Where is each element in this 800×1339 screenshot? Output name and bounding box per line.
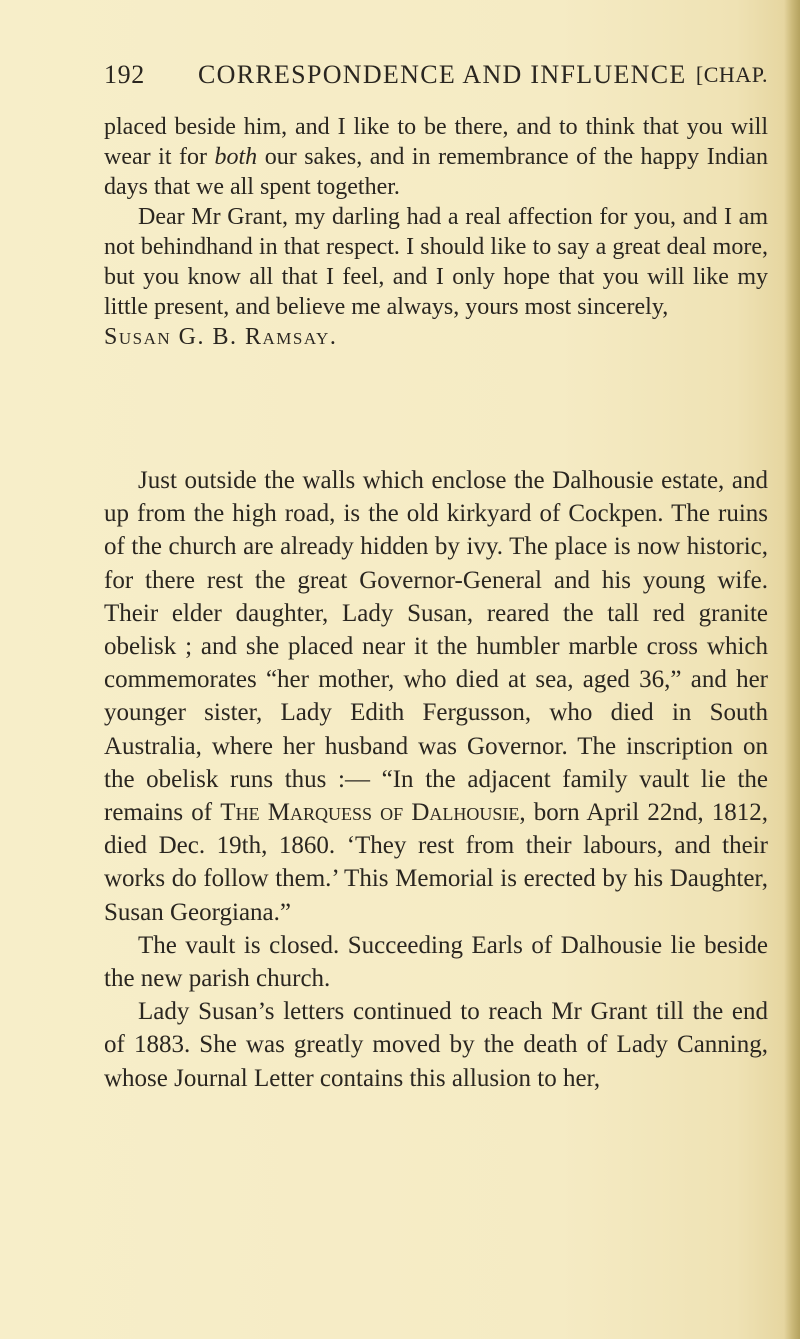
running-title: CORRESPONDENCE AND INFLUENCE (198, 60, 687, 89)
letter-p1-before: placed beside him, and I like to be there, and to think that you will wear it for (104, 114, 768, 170)
running-head (104, 60, 768, 100)
narrative-paragraph-1 (104, 464, 768, 929)
letter-excerpt (104, 112, 768, 352)
letter-signature: Susan G. B. Ramsay. (104, 324, 338, 350)
narrative-p1-part1: Just outside the walls which enclose the Dalhousie estate, and up from the high road, is the old kirkyard of Cockpen. The ruins of the church are already hidden by ivy. The place is now historic, for there rest the great Governor-General and his young wife. Their elder daughter, Lady Susan, reared the tall red granite obelisk ; and she placed near it the humbler marble cross which commemorates “her mother, who died at sea, aged 36,” and her younger sister, Lady Edith Fergusson, who died in South Australia, where her husband was Governor. The inscription on the obelisk runs thus :— “In the adjacent family vault lie the remains of (104, 467, 768, 827)
page-number: 192 (104, 60, 145, 89)
letter-p1-after: our sakes, and in remembrance of the happy Indian days that we all spent together. (104, 144, 769, 200)
page-edge-shadow (784, 0, 800, 1339)
letter-paragraph-1 (104, 112, 768, 202)
letter-paragraph-2: Dear Mr Grant, my darling had a real affection for you, and I am not behindhand in that respect. I should like to say a great deal more, but you know all that I feel, and I only hope that you will like my little present, and believe me always, yours most sincerely, (104, 204, 768, 320)
narrative-paragraph-3: Lady Susan’s letters continued to reach Mr Grant till the end of 1883. She was greatly moved by the death of Lady Canning, whose Journal Letter contains this allusion to her, (104, 998, 768, 1092)
narrative-text (104, 464, 768, 1095)
narrative-p1-part2: , born April 22nd, 1812, died Dec. 19th, 1860. ‘They rest from their labours, and their works do follow them.’ This Memorial is erected by his Daughter, Susan Georgiana.” (104, 799, 769, 926)
narrative-paragraph-2: The vault is closed. Succeeding Earls of Dalhousie lie beside the new parish church. (104, 931, 768, 993)
narrative-p1-smallcaps: The Marquess of Dalhousie (220, 799, 520, 827)
letter-p1-emphasis: both (214, 144, 258, 170)
chapter-marker: [CHAP. (695, 62, 768, 87)
